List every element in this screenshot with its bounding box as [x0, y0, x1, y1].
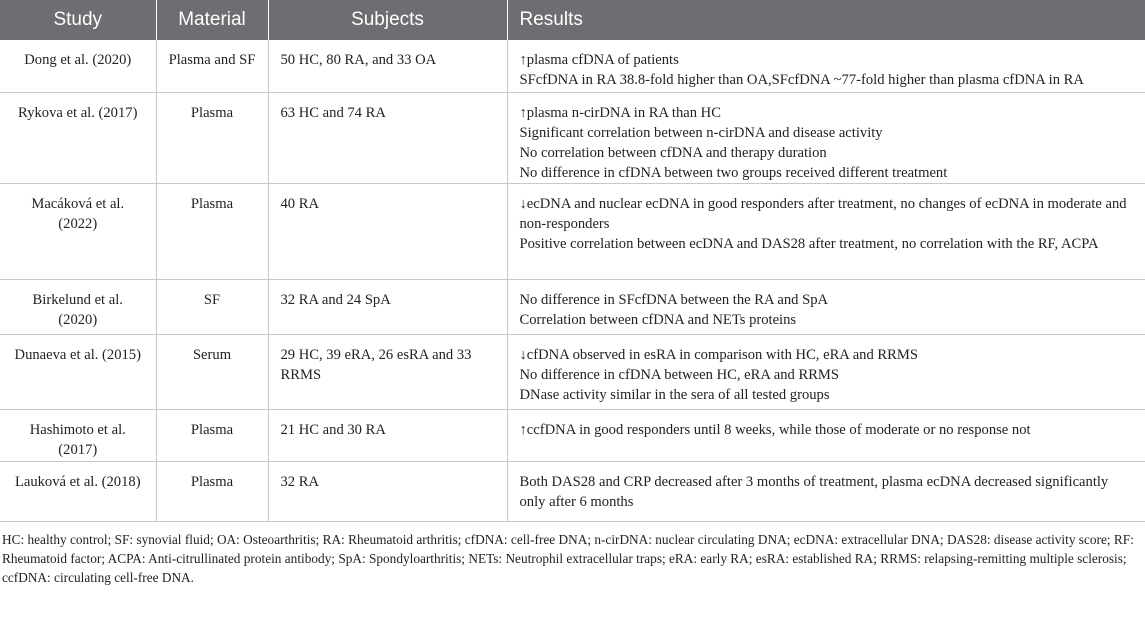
material-cell: Plasma	[156, 92, 268, 183]
table-row	[0, 279, 1145, 334]
results-cell	[507, 92, 1145, 183]
study-cell: Hashimoto et al. (2017)	[0, 409, 156, 461]
material-cell: SF	[156, 279, 268, 334]
results-cell	[507, 461, 1145, 521]
study-cell: Dunaeva et al. (2015)	[0, 334, 156, 409]
result-line: No correlation between cfDNA and therapy duration	[519, 144, 827, 161]
header-row	[0, 0, 1145, 40]
result-line: No difference in cfDNA between two groups received different treatment	[519, 164, 948, 181]
header-results: Results	[507, 0, 1145, 40]
result-line: ↓ecDNA and nuclear ecDNA in good responders after treatment, no changes of ecDNA in moderate and non-responders	[519, 195, 1127, 232]
result-line: Both DAS28 and CRP decreased after 3 months of treatment, plasma ecDNA decreased significantly only after 6 months	[519, 473, 1109, 510]
material-cell: Serum	[156, 334, 268, 409]
material-cell: Plasma	[156, 183, 268, 279]
material-cell: Plasma	[156, 461, 268, 521]
table-body	[0, 40, 1145, 521]
result-line: No difference in SFcfDNA between the RA and SpA	[519, 291, 829, 308]
material-cell: Plasma and SF	[156, 40, 268, 92]
table-row	[0, 461, 1145, 521]
study-cell: Macáková et al. (2022)	[0, 183, 156, 279]
result-line: DNase activity similar in the sera of all tested groups	[519, 386, 830, 403]
study-cell: Birkelund et al. (2020)	[0, 279, 156, 334]
header-study: Study	[0, 0, 156, 40]
result-line: ↑plasma n-cirDNA in RA than HC	[519, 104, 721, 121]
header-subjects: Subjects	[268, 0, 507, 40]
subjects-cell: 50 HC, 80 RA, and 33 OA	[268, 40, 507, 92]
result-line: ↓cfDNA observed in esRA in comparison with HC, eRA and RRMS	[519, 346, 918, 363]
result-line: Positive correlation between ecDNA and DAS28 after treatment, no correlation with the RF, ACPA	[519, 235, 1099, 252]
results-cell	[507, 183, 1145, 279]
results-cell	[507, 279, 1145, 334]
results-cell	[507, 40, 1145, 92]
results-cell	[507, 334, 1145, 409]
result-line: No difference in cfDNA between HC, eRA and RRMS	[519, 366, 840, 383]
header-material: Material	[156, 0, 268, 40]
table-row	[0, 334, 1145, 409]
material-cell: Plasma	[156, 409, 268, 461]
subjects-cell: 29 HC, 39 eRA, 26 esRA and 33 RRMS	[268, 334, 507, 409]
table-header	[0, 0, 1145, 40]
result-line: Significant correlation between n-cirDNA and disease activity	[519, 124, 883, 141]
result-line: SFcfDNA in RA 38.8-fold higher than OA,SFcfDNA ~77-fold higher than plasma cfDNA in RA	[519, 72, 1084, 88]
subjects-cell: 63 HC and 74 RA	[268, 92, 507, 183]
result-line: ↑plasma cfDNA of patients	[519, 52, 679, 68]
result-line: ↑ccfDNA in good responders until 8 weeks, while those of moderate or no response not	[519, 421, 1031, 438]
results-cell	[507, 409, 1145, 461]
table-row	[0, 409, 1145, 461]
subjects-cell: 21 HC and 30 RA	[268, 409, 507, 461]
table-footnote: HC: healthy control; SF: synovial fluid; OA: Osteoarthritis; RA: Rheumatoid arthritis; cfDNA: cell-free DNA; n-cirDNA: nuclear circulating DNA; ecDNA: extracellular DNA; DAS28: disease activity score; RF: Rheumatoid factor; ACPA: Anti-citrullinated protein antibody; SpA: Spondyloarthritis; NETs: Neutrophil extracellular traps; eRA: early RA; esRA: established RA; RRMS: relapsing-remitting multiple sclerosis; ccfDNA: circulating cell-free DNA.	[2, 531, 1134, 585]
subjects-cell: 32 RA and 24 SpA	[268, 279, 507, 334]
table-row	[0, 183, 1145, 279]
table-row	[0, 92, 1145, 183]
result-line: Correlation between cfDNA and NETs proteins	[519, 311, 797, 328]
subjects-cell: 32 RA	[268, 461, 507, 521]
table-row	[0, 40, 1145, 92]
study-cell: Lauková et al. (2018)	[0, 461, 156, 521]
study-cell: Rykova et al. (2017)	[0, 92, 156, 183]
subjects-cell: 40 RA	[268, 183, 507, 279]
study-cell: Dong et al. (2020)	[0, 40, 156, 92]
